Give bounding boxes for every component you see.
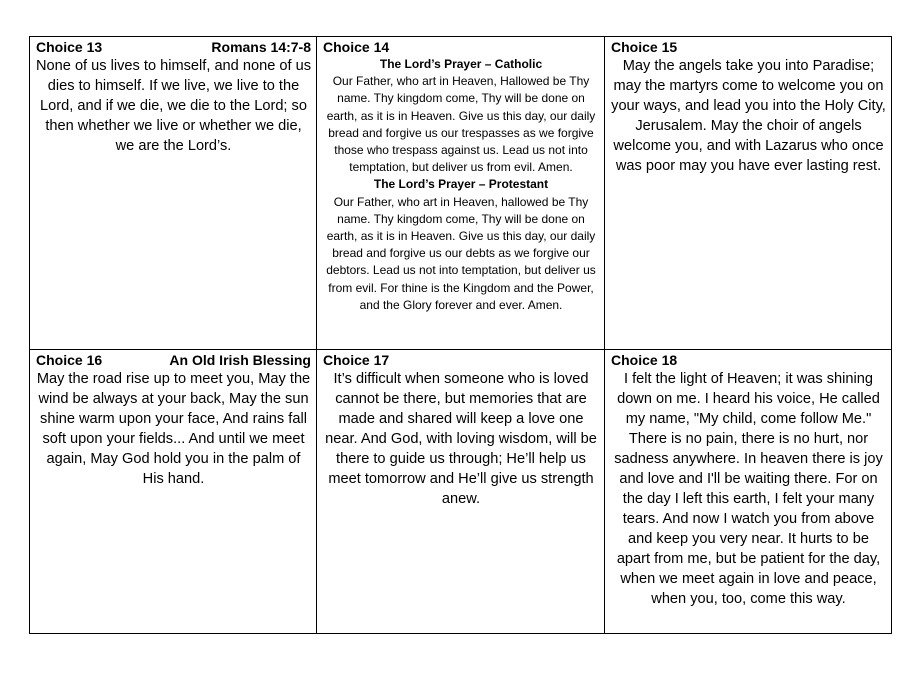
choice-header (611, 351, 886, 369)
choice-text: May the road rise up to meet you, May the wind be always at your back, May the sun shine warm upon your face, And rains fall soft upon your fields... And until we meet again, May God hold you in the palm of His hand. (36, 371, 311, 487)
choice-label: Choice 15 (611, 39, 678, 55)
choice-16-cell (30, 350, 317, 634)
catholic-prayer-text: Our Father, who art in Heaven, Hallowed be Thy name. Thy kingdom come, Thy will be done on earth, as it is in Heaven. Give us this day, our daily bread and forgive us our trespasses as we forgive those who trespass against us. Lead us not into temptation, but deliver us from evil. Amen. (326, 74, 596, 175)
choice-header (36, 351, 311, 369)
catholic-prayer-title: The Lord’s Prayer – Catholic (379, 57, 543, 71)
choice-reference: An Old Irish Blessing (169, 352, 311, 368)
choice-text: May the angels take you into Paradise; may the martyrs come to welcome you on your ways, and lead you into the Holy City, Jerusalem. May the choir of angels welcome you, and with Lazarus who once was poor may you have ever lasting rest. (611, 58, 886, 174)
choice-label: Choice 16 (36, 352, 103, 368)
prayer-block (323, 56, 599, 314)
choice-text: None of us lives to himself, and none of us dies to himself. If we live, we live to the Lord, and if we die, we die to the Lord; so then whether we live or whether we die, we are the Lord’s. (36, 58, 312, 154)
choice-label: Choice 13 (36, 39, 103, 55)
choice-18-cell (605, 350, 892, 634)
choice-reference: Romans 14:7-8 (211, 39, 311, 55)
choice-text: It’s difficult when someone who is loved cannot be there, but memories that are made and shared will keep a love one near. And God, with loving wisdom, will be there to guide us through; He’ll help us meet tomorrow and He’ll give us strength anew. (325, 371, 597, 507)
choice-label: Choice 18 (611, 352, 678, 368)
choice-14-cell (317, 37, 605, 350)
choices-table (29, 36, 892, 634)
table-row (30, 350, 892, 634)
choice-header (323, 38, 599, 56)
choice-13-cell (30, 37, 317, 350)
choice-header (36, 38, 311, 56)
choice-header (323, 351, 599, 369)
choice-15-cell (605, 37, 892, 350)
protestant-prayer-title: The Lord’s Prayer – Protestant (373, 177, 549, 192)
table-row (30, 37, 892, 350)
choice-label: Choice 14 (323, 39, 390, 55)
choice-header (611, 38, 886, 56)
choice-17-cell (317, 350, 605, 634)
protestant-prayer-text: Our Father, who art in Heaven, hallowed be Thy name. Thy kingdom come, Thy will be done on earth, as it is in Heaven. Give us this day, our daily bread and forgive us our debts as we forgive our debtors. Lead us not into temptation, but deliver us from evil. For thine is the Kingdom and the Power, and the Glory forever and ever. Amen. (326, 194, 596, 312)
choice-text: I felt the light of Heaven; it was shining down on me. I heard his voice, He called my name, "My child, come follow Me." There is no pain, there is no hurt, nor sadness anywhere. In heaven there is joy and love and I'll be waiting there. For on the day I left this earth, I felt your many tears. And now I watch you from above and keep you very near. It hurts to be apart from me, but be patient for the day, when we meet again in love and peace, when you, too, come this way. (614, 371, 883, 607)
choice-label: Choice 17 (323, 352, 390, 368)
